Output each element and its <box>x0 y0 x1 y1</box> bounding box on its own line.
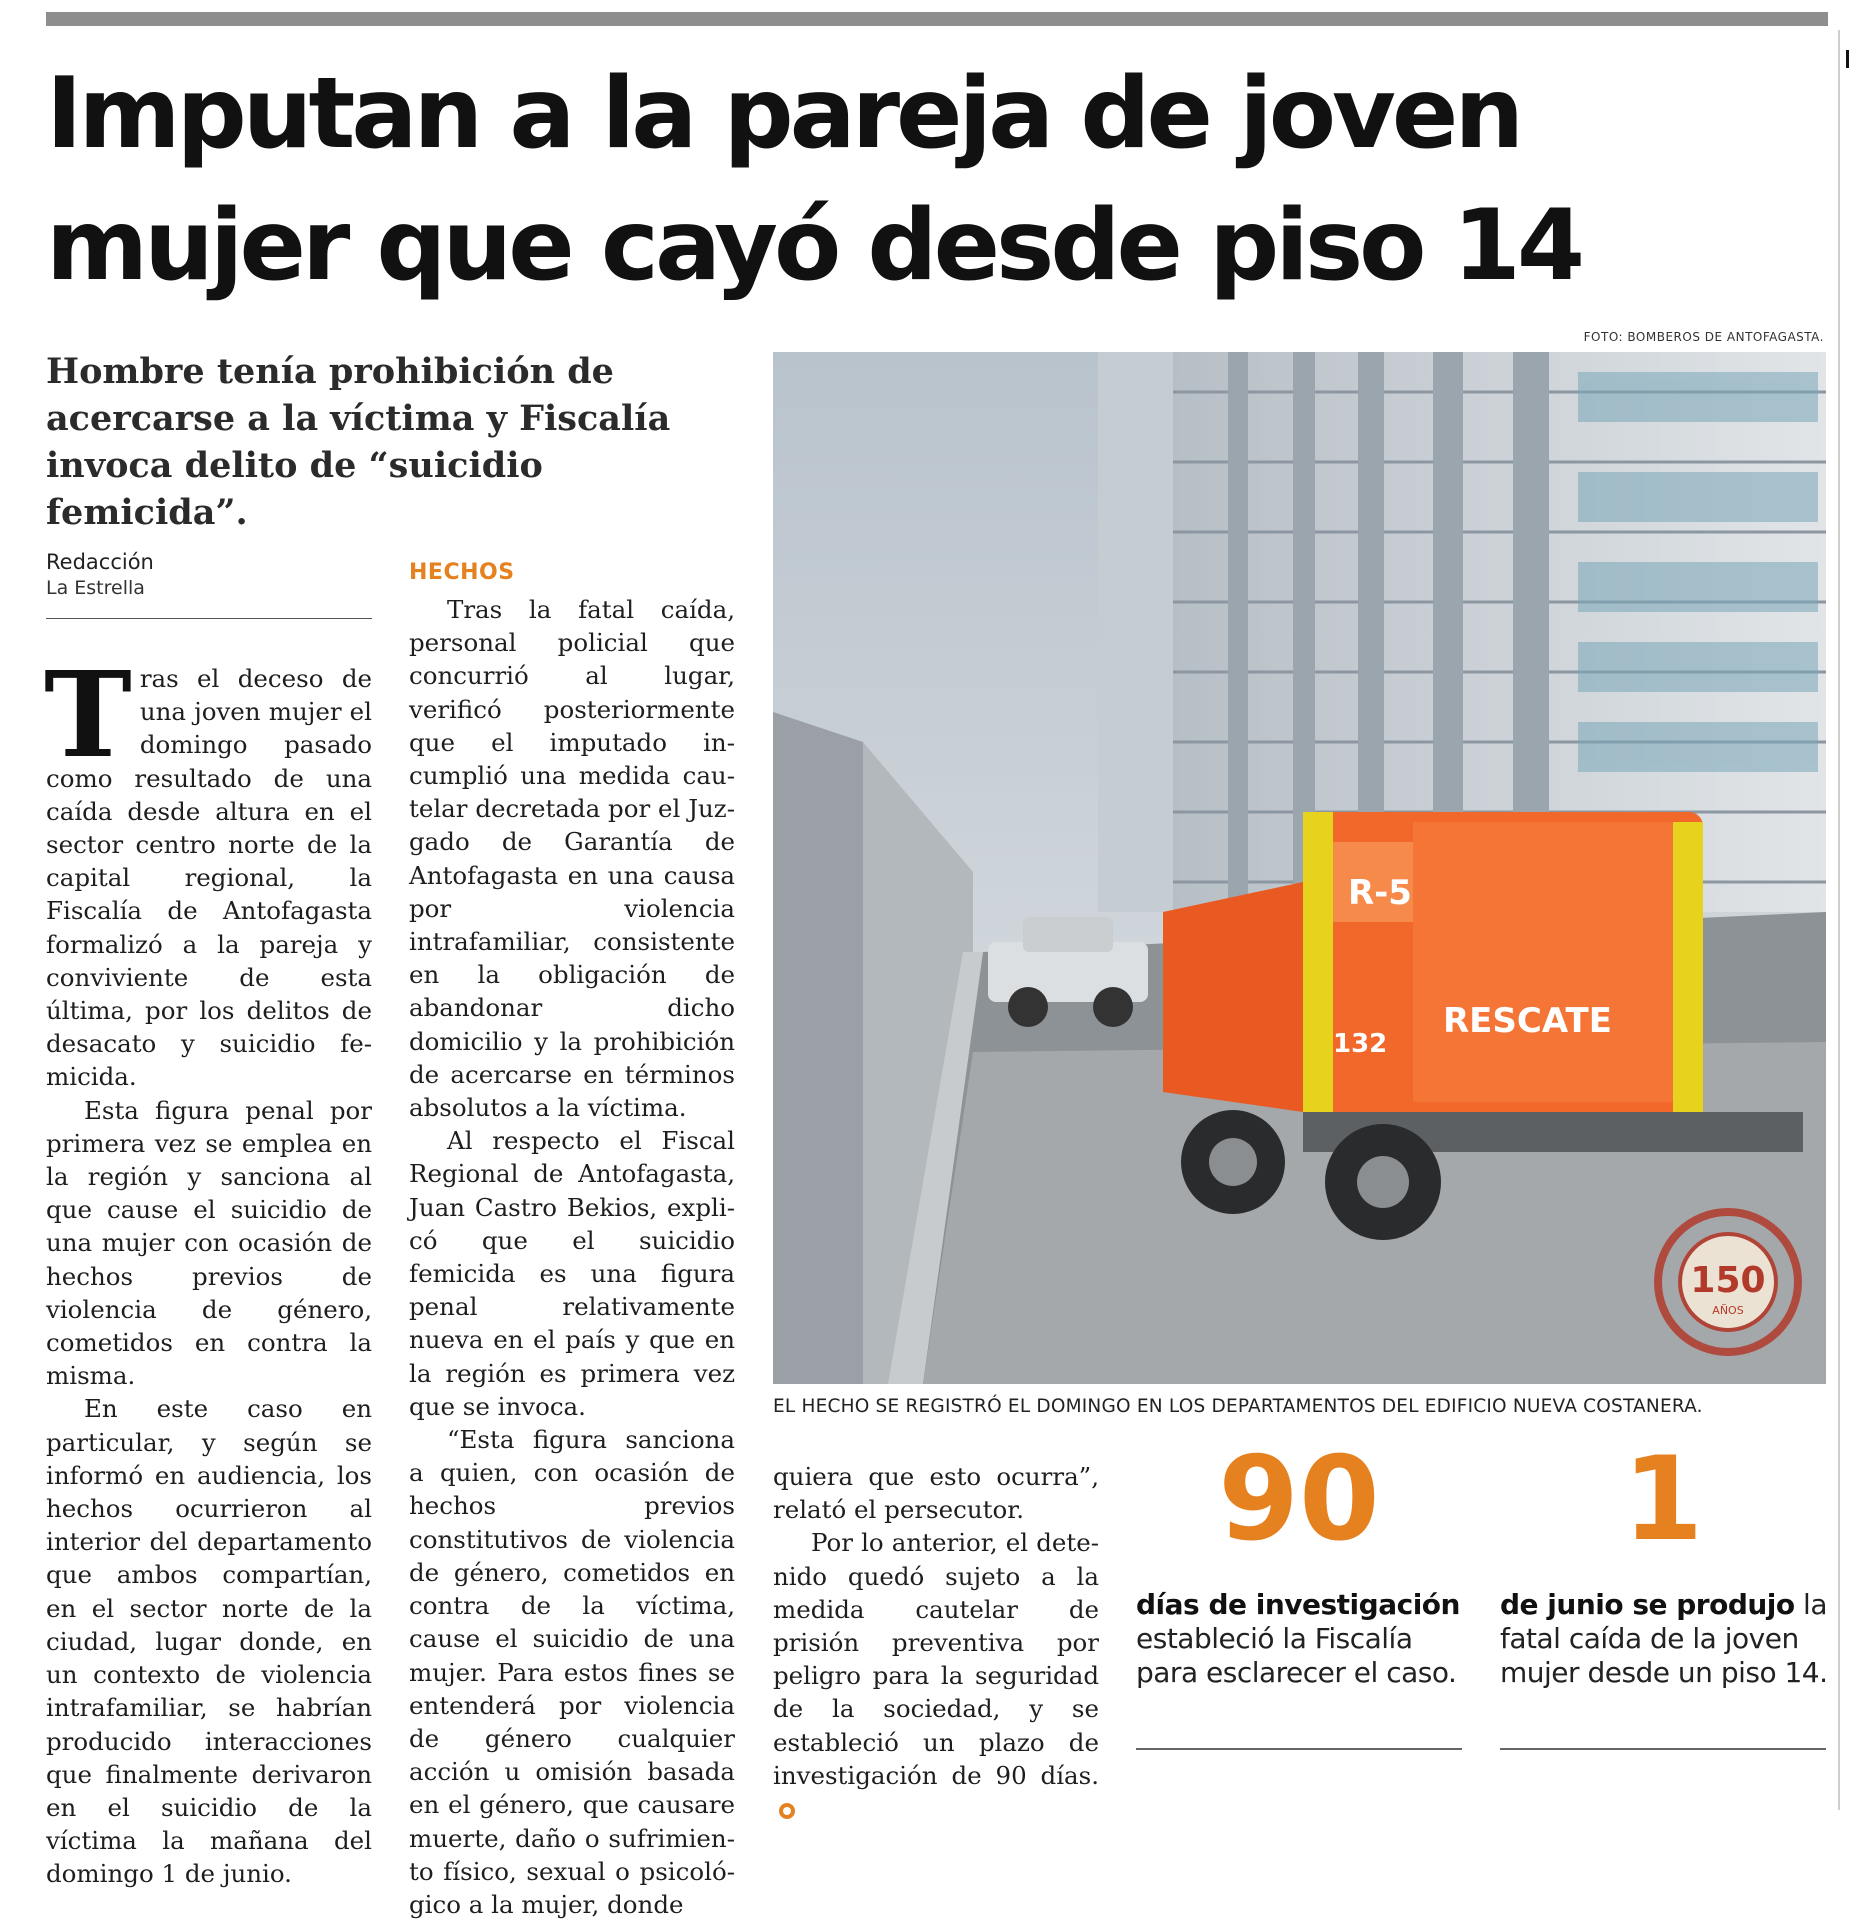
vehicle-unit-label: R-5 <box>1348 873 1412 913</box>
byline-name: Redacción <box>46 550 154 574</box>
news-photo <box>773 352 1826 1384</box>
stat-text-days: estableció la Fiscalía para esclarecer el caso. <box>1136 1622 1457 1689</box>
body-paragraph: quiera que esto ocurra”, relató el persecutor. <box>773 1462 1099 1525</box>
stat-description-date <box>1500 1588 1830 1690</box>
stat-rule <box>1136 1748 1462 1750</box>
stat-description-days <box>1136 1588 1462 1690</box>
photo-credit: FOTO: BOMBEROS DE ANTOFAGASTA. <box>1583 330 1824 344</box>
body-paragraph: En este caso en particular, y según se informó en audiencia, los hechos ocurrieron al interior del departamento que ambos compartían, en el sector norte de la ciudad, lugar donde, en un contexto de violencia intrafamiliar, se habrían producido interacciones que finalmente derivaron en el suicidio de la víctima la mañana del domingo 1 de junio. <box>46 1394 372 1889</box>
emblem-number: 150 <box>1690 1260 1766 1301</box>
body-paragraph: Esta figura penal por primera vez se emplea en la región y sanciona al que cause el suicidio de una mujer con ocasión de hechos previos de violencia de género, cometidos en contra la misma. <box>46 1095 372 1391</box>
headline-line-1: Imputan a la pareja de joven <box>46 57 1521 171</box>
headline <box>46 48 1836 312</box>
body-column-1 <box>44 645 372 1891</box>
end-of-article-icon <box>779 1803 795 1819</box>
column-divider <box>1838 30 1840 1810</box>
photo-illustration <box>773 352 1826 1384</box>
headline-line-2: mujer que cayó desde piso 14 <box>46 189 1582 303</box>
body-paragraph <box>44 645 372 1094</box>
deck-subheadline: Hombre tenía prohibición de acercarse a la víctima y Fiscalía invoca delito de “suicidio femicida”. <box>46 351 671 533</box>
vehicle-number-label: 132 <box>1333 1029 1388 1059</box>
top-rule <box>46 12 1828 26</box>
body-paragraph: Tras la fatal caída, personal policial que concurrió al lugar, verificó posteriormente que el imputado incumplió una medida cautelar decretada por el Juzgado de Garantía de Antofagasta en una causa por violencia intrafamiliar, consistente en la obligación de abandonar dicho domicilio y la prohibición de acercarse en términos absolutos a la víctima. <box>409 595 735 1123</box>
stat-bold-date: de junio se produjo <box>1500 1588 1795 1621</box>
section-head-hechos: HECHOS <box>409 560 515 585</box>
stat-bold-days: días de investigación <box>1136 1588 1460 1621</box>
body-paragraph <box>773 1526 1099 1825</box>
body-column-2 <box>409 593 735 1921</box>
stat-text-date: la fatal caída de la joven mujer desde un piso 14. <box>1500 1588 1828 1689</box>
stat-number-date: 1 <box>1622 1432 1704 1567</box>
body-paragraph: “Esta figura sanciona a quien, con ocasión de hechos previos constitutivos de violencia de género, cometidos en contra de la víctima, cause el suicidio de una mujer. Para estos fines se entenderá por violencia de género cualquier acción u omisión basada en el género, que causare muerte, daño o sufrimiento físico, sexual o psicológico a la mujer, donde <box>409 1425 735 1919</box>
stat-rule <box>1500 1748 1826 1750</box>
drop-cap: T <box>44 645 132 784</box>
body-column-3 <box>773 1460 1099 1825</box>
paragraph-text: ras el deceso de una joven mujer el domingo pasado como resultado de una caída desde altura en el sector centro norte de la capital regional, la Fiscalía de Antofagasta formalizó a la pareja y conviviente de esta última, por los delitos de desacato y suicidio femicida. <box>46 664 372 1092</box>
vehicle-rescue-label: RESCATE <box>1443 1001 1612 1041</box>
paragraph-text: Por lo anterior, el detenido quedó sujeto a la medida cautelar de prisión preventiva por peligro para la seguridad de la sociedad, y se estableció un plazo de investigación de 90 días. <box>773 1528 1099 1790</box>
page-corner-mark <box>1846 50 1858 68</box>
emblem-sub: AÑOS <box>1712 1304 1744 1317</box>
body-paragraph: Al respecto el Fiscal Regional de Antofagasta, Juan Castro Bekios, explicó que el suicidio femicida es una figura penal relativamente nueva en el país y que en la región es primera vez que se invoca. <box>409 1126 735 1421</box>
byline-outlet: La Estrella <box>46 577 145 599</box>
byline-rule <box>46 618 372 619</box>
stat-number-days: 90 <box>1218 1432 1380 1567</box>
photo-caption: EL HECHO SE REGISTRÓ EL DOMINGO EN LOS DEPARTAMENTOS DEL EDIFICIO NUEVA COSTANERA. <box>773 1396 1703 1417</box>
